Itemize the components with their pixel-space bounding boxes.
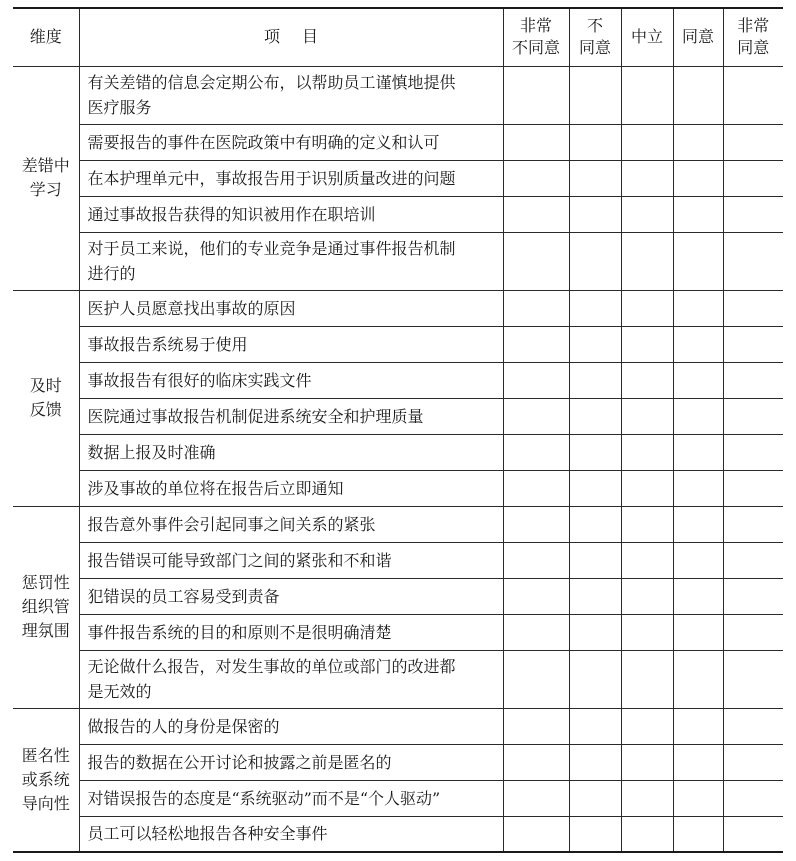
response-cell-strongly-disagree[interactable]: [503, 398, 569, 434]
item-text-line: 员工可以轻松地报告各种安全事件: [87, 824, 328, 844]
response-cell-disagree[interactable]: [569, 290, 621, 326]
response-cell-disagree[interactable]: [569, 362, 621, 398]
item-cell: [79, 124, 503, 160]
item-text-line: 在本护理单元中，事故报告用于识别质量改进的问题: [87, 168, 456, 188]
response-cell-strongly-disagree[interactable]: [503, 542, 569, 578]
response-cell-disagree[interactable]: [569, 398, 621, 434]
item-text-line: 事故报告系统易于使用: [87, 334, 248, 354]
response-cell-agree[interactable]: [673, 326, 723, 362]
response-cell-agree[interactable]: [673, 614, 723, 650]
table-row: [13, 160, 783, 196]
item-text-line: 涉及事故的单位将在报告后立即通知: [87, 478, 344, 498]
response-cell-disagree[interactable]: [569, 816, 621, 852]
response-cell-strongly-agree[interactable]: [723, 578, 783, 614]
response-cell-strongly-disagree[interactable]: [503, 816, 569, 852]
response-cell-neutral[interactable]: [621, 196, 673, 232]
response-cell-strongly-agree[interactable]: [723, 160, 783, 196]
dimension-cell: [13, 708, 79, 852]
header-dimension: 维度: [13, 8, 79, 66]
response-cell-strongly-disagree[interactable]: [503, 506, 569, 542]
table-row: [13, 362, 783, 398]
item-cell: [79, 326, 503, 362]
item-text-line: 对于员工来说，他们的专业竞争是通过事件报告机制: [87, 239, 456, 258]
item-text-line: 报告错误可能导致部门之间的紧张和不和谐: [87, 550, 392, 570]
item-text-line: 医院通过事故报告机制促进系统安全和护理质量: [87, 406, 424, 426]
dimension-label-line: 理氛围: [21, 621, 70, 640]
table-row: [13, 708, 783, 744]
response-cell-neutral[interactable]: [621, 506, 673, 542]
response-cell-neutral[interactable]: [621, 326, 673, 362]
response-cell-strongly-disagree[interactable]: [503, 124, 569, 160]
response-cell-agree[interactable]: [673, 290, 723, 326]
questionnaire-table: [13, 7, 783, 853]
item-text-line: 无论做什么报告，对发生事故的单位或部门的改进都: [87, 657, 456, 676]
response-cell-strongly-disagree[interactable]: [503, 744, 569, 780]
response-cell-agree[interactable]: [673, 650, 723, 708]
header-disagree: 不 同意: [569, 8, 621, 66]
table-row: [13, 650, 783, 708]
response-cell-strongly-agree[interactable]: [723, 650, 783, 708]
response-cell-agree[interactable]: [673, 124, 723, 160]
dimension-cell: [13, 290, 79, 506]
table-row: [13, 326, 783, 362]
header-strongly-agree: 非常 同意: [723, 8, 783, 66]
response-cell-neutral[interactable]: [621, 232, 673, 290]
response-cell-strongly-agree[interactable]: [723, 780, 783, 816]
response-cell-agree[interactable]: [673, 578, 723, 614]
header-item: 项 目: [79, 8, 503, 66]
response-cell-disagree[interactable]: [569, 650, 621, 708]
item-text-line: 通过事故报告获得的知识被用作在职培训: [87, 204, 376, 224]
response-cell-neutral[interactable]: [621, 66, 673, 124]
dimension-label-line: 及时: [29, 376, 62, 395]
response-cell-disagree[interactable]: [569, 124, 621, 160]
response-cell-neutral[interactable]: [621, 470, 673, 506]
response-cell-agree[interactable]: [673, 780, 723, 816]
item-text-line: 医疗服务: [87, 98, 152, 117]
header-strongly-disagree: 非常 不同意: [503, 8, 569, 66]
response-cell-agree[interactable]: [673, 232, 723, 290]
response-cell-strongly-disagree[interactable]: [503, 650, 569, 708]
response-cell-agree[interactable]: [673, 398, 723, 434]
item-cell: [79, 398, 503, 434]
response-cell-agree[interactable]: [673, 816, 723, 852]
response-cell-disagree[interactable]: [569, 434, 621, 470]
table-row: [13, 614, 783, 650]
response-cell-strongly-agree[interactable]: [723, 362, 783, 398]
response-cell-strongly-agree[interactable]: [723, 614, 783, 650]
dimension-label-line: 差错中: [21, 156, 70, 175]
table-header: [13, 8, 783, 66]
dimension-cell: [13, 66, 79, 290]
table-row: [13, 434, 783, 470]
response-cell-disagree[interactable]: [569, 744, 621, 780]
item-cell: [79, 578, 503, 614]
item-cell: [79, 744, 503, 780]
response-cell-strongly-disagree[interactable]: [503, 326, 569, 362]
item-cell: [79, 816, 503, 852]
response-cell-disagree[interactable]: [569, 614, 621, 650]
dimension-label-line: 组织管: [21, 597, 70, 616]
item-cell: [79, 290, 503, 326]
item-text-line: 需要报告的事件在医院政策中有明确的定义和认可: [87, 132, 440, 152]
response-cell-agree[interactable]: [673, 542, 723, 578]
dimension-label-line: 导向性: [21, 793, 70, 813]
table-row: [13, 542, 783, 578]
dimension-label-line: 惩罚性: [21, 573, 70, 592]
response-cell-agree[interactable]: [673, 362, 723, 398]
response-cell-neutral[interactable]: [621, 434, 673, 470]
table-row: [13, 780, 783, 816]
item-cell: [79, 66, 503, 124]
response-cell-neutral[interactable]: [621, 816, 673, 852]
response-cell-agree[interactable]: [673, 196, 723, 232]
table-row: [13, 578, 783, 614]
item-cell: [79, 362, 503, 398]
response-cell-disagree[interactable]: [569, 708, 621, 744]
item-cell: [79, 506, 503, 542]
response-cell-neutral[interactable]: [621, 362, 673, 398]
response-cell-strongly-disagree[interactable]: [503, 160, 569, 196]
item-text-line: 数据上报及时准确: [87, 442, 216, 462]
item-text-line: 事故报告有很好的临床实践文件: [87, 370, 312, 390]
response-cell-neutral[interactable]: [621, 708, 673, 744]
response-cell-agree[interactable]: [673, 744, 723, 780]
dimension-label-line: 反馈: [29, 400, 62, 419]
item-text-line: 做报告的人的身份是保密的: [87, 716, 280, 736]
response-cell-strongly-disagree[interactable]: [503, 232, 569, 290]
item-cell: [79, 196, 503, 232]
response-cell-strongly-disagree[interactable]: [503, 470, 569, 506]
dimension-label-line: 匿名性: [21, 745, 70, 765]
response-cell-strongly-agree[interactable]: [723, 290, 783, 326]
response-cell-neutral[interactable]: [621, 290, 673, 326]
item-cell: [79, 614, 503, 650]
questionnaire-table-wrapper: [13, 7, 783, 853]
response-cell-disagree[interactable]: [569, 542, 621, 578]
response-cell-strongly-agree[interactable]: [723, 124, 783, 160]
response-cell-strongly-agree[interactable]: [723, 470, 783, 506]
response-cell-strongly-disagree[interactable]: [503, 578, 569, 614]
response-cell-strongly-agree[interactable]: [723, 66, 783, 124]
item-text-line: 医护人员愿意找出事故的原因: [87, 298, 296, 318]
response-cell-agree[interactable]: [673, 66, 723, 124]
response-cell-disagree[interactable]: [569, 66, 621, 124]
response-cell-disagree[interactable]: [569, 326, 621, 362]
table-row: [13, 124, 783, 160]
response-cell-neutral[interactable]: [621, 614, 673, 650]
item-text-line: 报告的数据在公开讨论和披露之前是匿名的: [87, 752, 392, 772]
response-cell-strongly-disagree[interactable]: [503, 614, 569, 650]
item-cell: [79, 650, 503, 708]
item-text-line: 事件报告系统的目的和原则不是很明确清楚: [87, 622, 392, 642]
item-cell: [79, 434, 503, 470]
dimension-label-line: 学习: [29, 180, 62, 199]
response-cell-agree[interactable]: [673, 506, 723, 542]
dimension-cell: [13, 506, 79, 708]
response-cell-agree[interactable]: [673, 708, 723, 744]
table-row: [13, 196, 783, 232]
table-row: [13, 398, 783, 434]
item-text-line: 犯错误的员工容易受到责备: [87, 586, 280, 606]
response-cell-strongly-agree[interactable]: [723, 232, 783, 290]
item-text-line: 是无效的: [87, 682, 152, 701]
response-cell-agree[interactable]: [673, 160, 723, 196]
response-cell-disagree[interactable]: [569, 506, 621, 542]
response-cell-strongly-agree[interactable]: [723, 326, 783, 362]
response-cell-strongly-disagree[interactable]: [503, 66, 569, 124]
response-cell-neutral[interactable]: [621, 744, 673, 780]
item-cell: [79, 470, 503, 506]
response-cell-neutral[interactable]: [621, 780, 673, 816]
response-cell-strongly-agree[interactable]: [723, 434, 783, 470]
response-cell-strongly-disagree[interactable]: [503, 780, 569, 816]
table-body: [13, 66, 783, 852]
response-cell-strongly-agree[interactable]: [723, 708, 783, 744]
table-row: [13, 232, 783, 290]
table-row: [13, 66, 783, 124]
response-cell-strongly-agree[interactable]: [723, 542, 783, 578]
item-cell: [79, 160, 503, 196]
response-cell-strongly-agree[interactable]: [723, 744, 783, 780]
response-cell-disagree[interactable]: [569, 232, 621, 290]
item-text-line: 报告意外事件会引起同事之间关系的紧张: [87, 514, 376, 534]
item-text-line: 有关差错的信息会定期公布，以帮助员工谨慎地提供: [87, 73, 456, 92]
response-cell-strongly-agree[interactable]: [723, 506, 783, 542]
response-cell-strongly-disagree[interactable]: [503, 196, 569, 232]
response-cell-disagree[interactable]: [569, 780, 621, 816]
item-cell: [79, 542, 503, 578]
table-row: [13, 290, 783, 326]
table-row: [13, 816, 783, 852]
response-cell-disagree[interactable]: [569, 578, 621, 614]
response-cell-strongly-agree[interactable]: [723, 196, 783, 232]
response-cell-strongly-disagree[interactable]: [503, 290, 569, 326]
item-text-line: 对错误报告的态度是“系统驱动”而不是“个人驱动”: [87, 788, 441, 808]
dimension-label-line: 或系统: [21, 769, 70, 789]
response-cell-neutral[interactable]: [621, 160, 673, 196]
item-cell: [79, 232, 503, 290]
header-neutral: 中立: [621, 8, 673, 66]
response-cell-strongly-disagree[interactable]: [503, 362, 569, 398]
response-cell-strongly-agree[interactable]: [723, 398, 783, 434]
table-row: [13, 744, 783, 780]
response-cell-neutral[interactable]: [621, 650, 673, 708]
response-cell-disagree[interactable]: [569, 196, 621, 232]
response-cell-neutral[interactable]: [621, 578, 673, 614]
header-agree: 同意: [673, 8, 723, 66]
response-cell-neutral[interactable]: [621, 542, 673, 578]
response-cell-neutral[interactable]: [621, 124, 673, 160]
response-cell-agree[interactable]: [673, 434, 723, 470]
item-cell: [79, 708, 503, 744]
response-cell-strongly-agree[interactable]: [723, 816, 783, 852]
response-cell-disagree[interactable]: [569, 160, 621, 196]
table-row: [13, 506, 783, 542]
response-cell-neutral[interactable]: [621, 398, 673, 434]
item-text-line: 进行的: [87, 264, 136, 283]
table-row: [13, 470, 783, 506]
item-cell: [79, 780, 503, 816]
response-cell-agree[interactable]: [673, 470, 723, 506]
response-cell-strongly-disagree[interactable]: [503, 708, 569, 744]
response-cell-strongly-disagree[interactable]: [503, 434, 569, 470]
response-cell-disagree[interactable]: [569, 470, 621, 506]
